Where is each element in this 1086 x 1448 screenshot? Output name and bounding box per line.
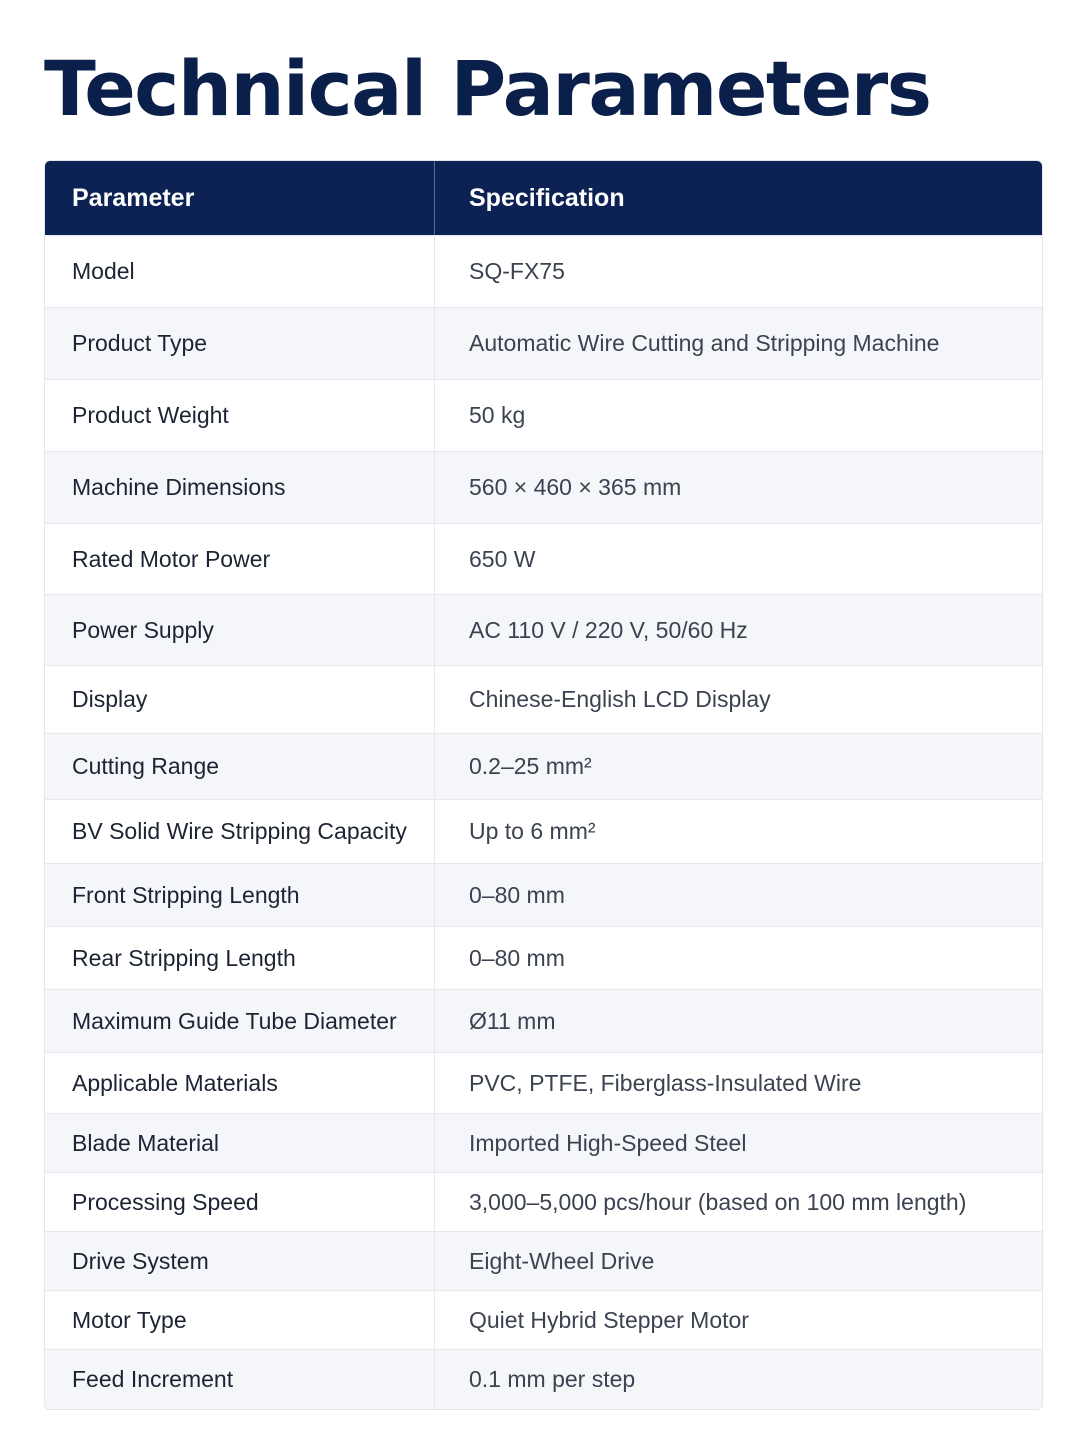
parameter-cell: Model [45, 235, 434, 307]
page-title: Technical Parameters [44, 44, 931, 133]
parameter-cell: Motor Type [45, 1290, 434, 1349]
parameter-cell: Applicable Materials [45, 1052, 434, 1113]
parameter-cell: Display [45, 665, 434, 733]
technical-parameters-table [44, 160, 1043, 1410]
table-row [45, 451, 1042, 523]
parameter-cell: Cutting Range [45, 733, 434, 799]
parameter-cell: Rear Stripping Length [45, 926, 434, 989]
parameter-cell: Product Weight [45, 379, 434, 451]
specification-cell: Eight-Wheel Drive [434, 1231, 1042, 1290]
table-row [45, 926, 1042, 989]
table-header [45, 161, 1042, 235]
column-header-specification: Specification [434, 161, 1042, 235]
specification-cell: Chinese-English LCD Display [434, 665, 1042, 733]
specification-cell: 3,000–5,000 pcs/hour (based on 100 mm length) [434, 1172, 1042, 1231]
parameter-cell: Processing Speed [45, 1172, 434, 1231]
table-row [45, 1290, 1042, 1349]
table-row [45, 307, 1042, 379]
table-row [45, 1113, 1042, 1172]
table-row [45, 379, 1042, 451]
column-header-parameter: Parameter [45, 161, 434, 235]
parameter-cell: Rated Motor Power [45, 523, 434, 594]
table-row [45, 863, 1042, 926]
specification-cell: Ø11 mm [434, 989, 1042, 1052]
parameter-cell: Front Stripping Length [45, 863, 434, 926]
table-row [45, 989, 1042, 1052]
table-row [45, 1231, 1042, 1290]
specification-cell: 560 × 460 × 365 mm [434, 451, 1042, 523]
table-body [45, 235, 1042, 1409]
specification-cell: Quiet Hybrid Stepper Motor [434, 1290, 1042, 1349]
parameter-cell: Maximum Guide Tube Diameter [45, 989, 434, 1052]
table-row [45, 523, 1042, 594]
table-row [45, 594, 1042, 665]
specification-cell: 0–80 mm [434, 926, 1042, 989]
table-row [45, 1349, 1042, 1409]
specification-cell: SQ-FX75 [434, 235, 1042, 307]
table-row [45, 733, 1042, 799]
specification-cell: 0–80 mm [434, 863, 1042, 926]
specification-cell: PVC, PTFE, Fiberglass-Insulated Wire [434, 1052, 1042, 1113]
specification-cell: Automatic Wire Cutting and Stripping Machine [434, 307, 1042, 379]
parameter-cell: Machine Dimensions [45, 451, 434, 523]
specification-cell: 650 W [434, 523, 1042, 594]
specification-cell: 0.1 mm per step [434, 1349, 1042, 1409]
specification-cell: 0.2–25 mm² [434, 733, 1042, 799]
header-row [45, 161, 1042, 235]
table-row [45, 1172, 1042, 1231]
specification-cell: Imported High-Speed Steel [434, 1113, 1042, 1172]
specification-cell: 50 kg [434, 379, 1042, 451]
specification-cell: Up to 6 mm² [434, 799, 1042, 863]
parameter-cell: Power Supply [45, 594, 434, 665]
parameter-cell: BV Solid Wire Stripping Capacity [45, 799, 434, 863]
table-row [45, 235, 1042, 307]
parameter-cell: Feed Increment [45, 1349, 434, 1409]
table-row [45, 799, 1042, 863]
table-row [45, 665, 1042, 733]
specification-cell: AC 110 V / 220 V, 50/60 Hz [434, 594, 1042, 665]
table-row [45, 1052, 1042, 1113]
parameter-cell: Blade Material [45, 1113, 434, 1172]
parameter-cell: Drive System [45, 1231, 434, 1290]
parameter-cell: Product Type [45, 307, 434, 379]
